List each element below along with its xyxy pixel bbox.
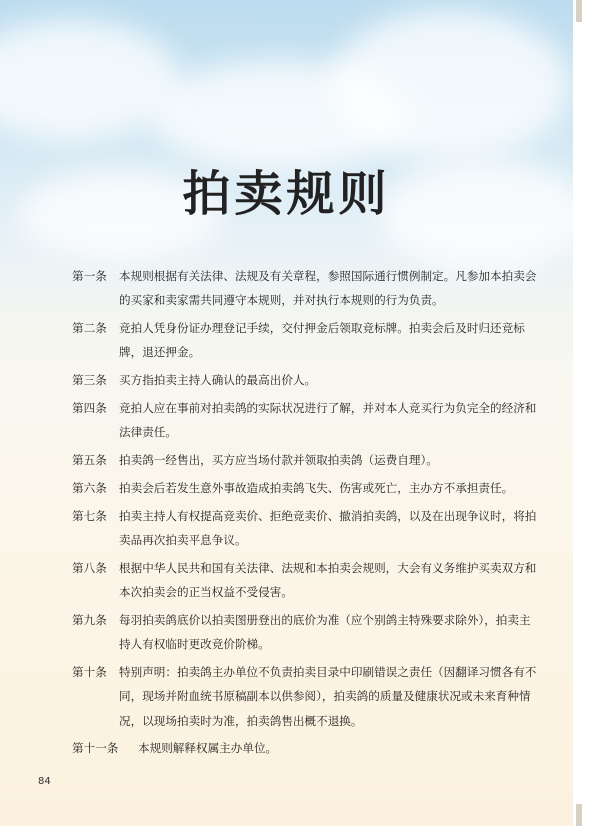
rule-number: 第八条 (72, 560, 107, 575)
page-title: 拍卖规则 (182, 166, 391, 222)
rule-item (72, 660, 542, 733)
rule-item (72, 448, 542, 472)
rule-number: 第三条 (72, 373, 107, 388)
rule-item (72, 396, 542, 445)
rule-item (72, 556, 542, 605)
rule-text: 根据中华人民共和国有关法律、法规和本拍卖会规则，大会有义务维护买卖双方和本次拍卖会的正当权益不受侵害。 (119, 560, 537, 600)
rule-item (72, 608, 542, 657)
thumb-tab-mark (576, 804, 582, 826)
rule-text: 竞拍人凭身份证办理登记手续，交付押金后领取竞标牌。拍卖会后及时归还竞标牌，退还押金。 (119, 321, 525, 360)
rule-text: 买方指拍卖主持人确认的最高出价人。 (119, 373, 317, 388)
rule-text: 拍卖鸽一经售出，买方应当场付款并领取拍卖鸽（运费自理）。 (119, 453, 438, 468)
cloud-decoration (330, 10, 570, 160)
rule-text: 每羽拍卖鸽底价以拍卖图册登出的底价为准（应个别鸽主特殊要求除外），拍卖主持人有权临时更改竞价阶梯。 (119, 612, 531, 652)
rule-text: 竞拍人应在事前对拍卖鸽的实际状况进行了解，并对本人竞买行为负完全的经济和法律责任。 (119, 400, 537, 440)
rule-number: 第二条 (72, 321, 107, 336)
rule-item (72, 316, 542, 365)
rule-number: 第七条 (72, 508, 107, 523)
rule-item (72, 476, 542, 500)
rule-number: 第十一条 (72, 741, 119, 756)
rule-text: 本规则解释权属主办单位。 (138, 741, 278, 756)
rule-text: 拍卖会后若发生意外事故造成拍卖鸽飞失、伤害或死亡，主办方不承担责任。 (119, 480, 514, 495)
rule-item (72, 264, 542, 313)
rule-number: 第四条 (72, 400, 107, 415)
rule-item (72, 504, 542, 553)
thumb-tab-mark (576, 0, 582, 22)
rule-number: 第九条 (72, 612, 107, 627)
page-edge (573, 0, 600, 826)
rule-item (72, 368, 542, 392)
rule-text: 拍卖主持人有权提高竞卖价、拒绝竞卖价、撤消拍卖鸽，以及在出现争议时，将拍卖品再次拍卖平息争议。 (119, 508, 537, 547)
rule-number: 第六条 (72, 480, 107, 495)
rules-list (72, 264, 542, 764)
rule-text: 本规则根据有关法律、法规及有关章程，参照国际通行惯例制定。凡参加本拍卖会的买家和卖家需共同遵守本规则，并对执行本规则的行为负责。 (119, 269, 537, 308)
rule-number: 第十条 (72, 664, 107, 679)
rule-text: 特别声明：拍卖鸽主办单位不负责拍卖目录中印刷错误之责任（因翻译习惯各有不同，现场并附血统书原稿副本以供参阅），拍卖鸽的质量及健康状况或未来育种情况，以现场拍卖时为准，拍卖鸽售出概不退换。 (119, 664, 537, 728)
rule-item (72, 736, 542, 760)
page-number: 84 (38, 776, 51, 787)
rule-number: 第一条 (72, 269, 107, 283)
rule-number: 第五条 (72, 453, 107, 468)
